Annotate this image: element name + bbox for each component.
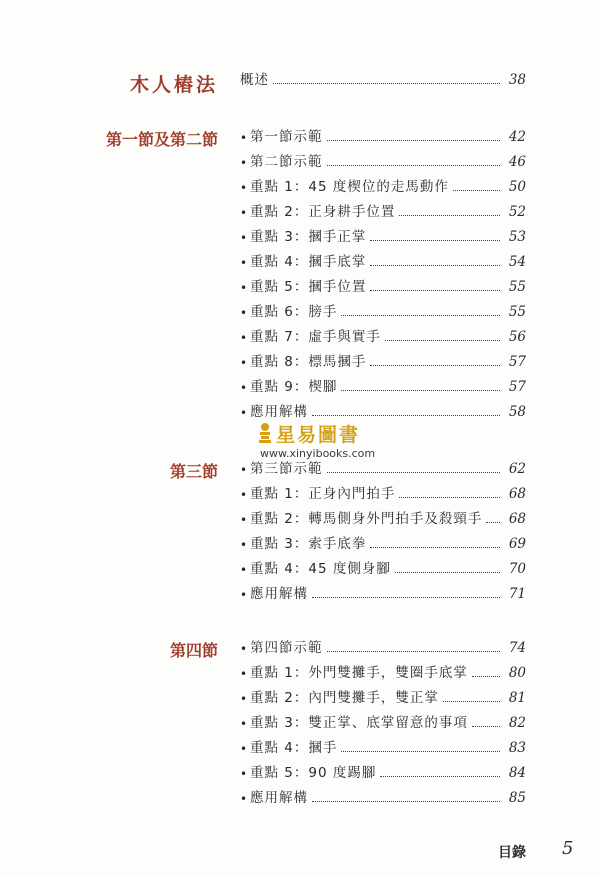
toc-entry-label: 重點 9：楔腳: [250, 379, 338, 395]
bullet-icon: •: [240, 742, 248, 756]
toc-entry-page: 84: [508, 765, 526, 781]
toc-entry-label: 重點 4：摑手底掌: [250, 254, 367, 270]
bullet-icon: •: [240, 181, 248, 195]
toc-entry[interactable]: [240, 482, 526, 502]
toc-entry[interactable]: [240, 636, 526, 656]
toc-entry-page: 53: [508, 229, 526, 245]
section-title-part-4: 第四節: [169, 641, 218, 660]
toc-entry-label: 第四節示範: [250, 640, 323, 656]
toc-entry[interactable]: [240, 275, 526, 295]
toc-entry-label: 重點 2：正身耕手位置: [250, 204, 396, 220]
dot-leader: [486, 522, 500, 523]
toc-entry-label: 重點 3：摑手正掌: [250, 229, 367, 245]
toc-entry-page: 52: [508, 204, 526, 220]
footer-section-label: 目錄: [498, 845, 526, 861]
bullet-icon: •: [240, 717, 248, 731]
toc-entry-page: 46: [508, 154, 526, 170]
bullet-icon: •: [240, 131, 248, 145]
toc-entry[interactable]: [240, 325, 526, 345]
toc-entry-label: 應用解構: [250, 586, 308, 602]
toc-entry-page: 42: [508, 129, 526, 145]
toc-entry-label: 重點 3：雙正掌、底掌留意的事項: [250, 715, 468, 731]
toc-entry[interactable]: [240, 582, 526, 602]
dot-leader: [443, 701, 500, 702]
toc-entry-label: 重點 8：標馬摑手: [250, 354, 367, 370]
dot-leader: [472, 726, 500, 727]
toc-entry-page: 56: [508, 329, 526, 345]
dot-leader: [380, 776, 500, 777]
toc-entry[interactable]: [240, 786, 526, 806]
dot-leader: [370, 547, 500, 548]
toc-entry-label: 重點 5：90 度踢腳: [250, 765, 377, 781]
bullet-icon: •: [240, 231, 248, 245]
toc-entry[interactable]: [240, 457, 526, 477]
bullet-icon: •: [240, 406, 248, 420]
bullet-icon: •: [240, 488, 248, 502]
toc-entry-label: 重點 2：內門雙攤手，雙正掌: [250, 690, 439, 706]
toc-entry-label: 重點 1：正身內門拍手: [250, 486, 396, 502]
bullet-icon: •: [240, 792, 248, 806]
dot-leader: [370, 265, 500, 266]
toc-entry[interactable]: [240, 507, 526, 527]
toc-entry[interactable]: [240, 736, 526, 756]
bullet-icon: •: [240, 513, 248, 527]
toc-entry[interactable]: [240, 532, 526, 552]
dot-leader: [327, 472, 501, 473]
bullet-icon: •: [240, 256, 248, 270]
toc-entry-page: 68: [508, 511, 526, 527]
dot-leader: [370, 365, 500, 366]
dot-leader: [370, 290, 500, 291]
toc-entry-page: 82: [508, 715, 526, 731]
dot-leader: [370, 240, 500, 241]
toc-entry-page: 80: [508, 665, 526, 681]
dot-leader: [327, 651, 501, 652]
dot-leader: [399, 497, 500, 498]
bullet-icon: •: [240, 206, 248, 220]
dot-leader: [341, 390, 500, 391]
bullet-icon: •: [240, 381, 248, 395]
toc-entry[interactable]: [240, 125, 526, 145]
watermark-title: 星易圖書: [276, 424, 361, 446]
toc-entry-label: 重點 1：45 度楔位的走馬動作: [250, 179, 449, 195]
toc-entry[interactable]: [240, 68, 526, 88]
bullet-icon: •: [240, 667, 248, 681]
dot-leader: [327, 165, 501, 166]
toc-entry-page: 81: [508, 690, 526, 706]
toc-entry[interactable]: [240, 761, 526, 781]
toc-entry-label: 第三節示範: [250, 461, 323, 477]
toc-entry[interactable]: [240, 150, 526, 170]
publisher-logo-icon: [258, 422, 272, 444]
bullet-icon: •: [240, 156, 248, 170]
toc-entry[interactable]: [240, 686, 526, 706]
bullet-icon: •: [240, 306, 248, 320]
section-title-part-1-2: 第一節及第二節: [105, 130, 218, 149]
toc-entry-page: 69: [508, 536, 526, 552]
toc-entry[interactable]: [240, 711, 526, 731]
toc-entry[interactable]: [240, 661, 526, 681]
toc-entry[interactable]: [240, 250, 526, 270]
bullet-icon: •: [240, 538, 248, 552]
toc-entry-page: 68: [508, 486, 526, 502]
toc-entry-page: 62: [508, 461, 526, 477]
toc-entry-label: 重點 5：摑手位置: [250, 279, 367, 295]
section-title-part-3: 第三節: [169, 462, 218, 481]
toc-entry-label: 應用解構: [250, 790, 308, 806]
toc-entry-label: 第二節示範: [250, 154, 323, 170]
section-title-wooden-dummy: 木人樁法: [129, 74, 218, 96]
toc-entry-page: 38: [508, 72, 526, 88]
toc-entry-page: 70: [508, 561, 526, 577]
toc-entry-page: 58: [508, 404, 526, 420]
toc-entry-label: 重點 3：索手底拳: [250, 536, 367, 552]
toc-entry-page: 54: [508, 254, 526, 270]
toc-entry-page: 55: [508, 279, 526, 295]
toc-entry-label: 應用解構: [250, 404, 308, 420]
toc-entry-page: 83: [508, 740, 526, 756]
dot-leader: [312, 415, 500, 416]
toc-entry[interactable]: [240, 400, 526, 420]
bullet-icon: •: [240, 331, 248, 345]
toc-entry-label: 重點 2：轉馬側身外門拍手及殺頸手: [250, 511, 483, 527]
bullet-icon: •: [240, 642, 248, 656]
toc-entry-page: 50: [508, 179, 526, 195]
toc-entry[interactable]: [240, 300, 526, 320]
dot-leader: [385, 340, 500, 341]
dot-leader: [453, 190, 500, 191]
toc-entry-label: 重點 4：45 度側身腳: [250, 561, 391, 577]
bullet-icon: •: [240, 692, 248, 706]
dot-leader: [395, 572, 500, 573]
toc-entry[interactable]: [240, 375, 526, 395]
bullet-icon: •: [240, 463, 248, 477]
bullet-icon: •: [240, 563, 248, 577]
dot-leader: [341, 315, 500, 316]
toc-entry-page: 55: [508, 304, 526, 320]
bullet-icon: •: [240, 356, 248, 370]
dot-leader: [312, 801, 500, 802]
toc-entry[interactable]: [240, 350, 526, 370]
dot-leader: [399, 215, 500, 216]
toc-entry-label: 重點 1：外門雙攤手，雙圈手底掌: [250, 665, 468, 681]
dot-leader: [341, 751, 500, 752]
toc-entry-label: 重點 7：虛手與實手: [250, 329, 381, 345]
bullet-icon: •: [240, 588, 248, 602]
watermark-url: www.xinyibooks.com: [260, 447, 376, 460]
bullet-icon: •: [240, 767, 248, 781]
dot-leader: [327, 140, 501, 141]
toc-entry[interactable]: [240, 175, 526, 195]
toc-entry-label: 重點 4：摑手: [250, 740, 338, 756]
dot-leader: [312, 597, 500, 598]
dot-leader: [472, 676, 500, 677]
toc-entry[interactable]: [240, 200, 526, 220]
toc-entry-page: 85: [508, 790, 526, 806]
toc-entry[interactable]: [240, 557, 526, 577]
toc-entry-label: 概述: [240, 72, 269, 88]
toc-entry-label: 第一節示範: [250, 129, 323, 145]
toc-entry[interactable]: [240, 225, 526, 245]
footer-page-number: 5: [562, 838, 574, 859]
dot-leader: [273, 83, 500, 84]
toc-entry-page: 74: [508, 640, 526, 656]
toc-entry-page: 71: [508, 586, 526, 602]
bullet-icon: •: [240, 281, 248, 295]
toc-entry-label: 重點 6：膀手: [250, 304, 338, 320]
toc-entry-page: 57: [508, 379, 526, 395]
toc-entry-page: 57: [508, 354, 526, 370]
